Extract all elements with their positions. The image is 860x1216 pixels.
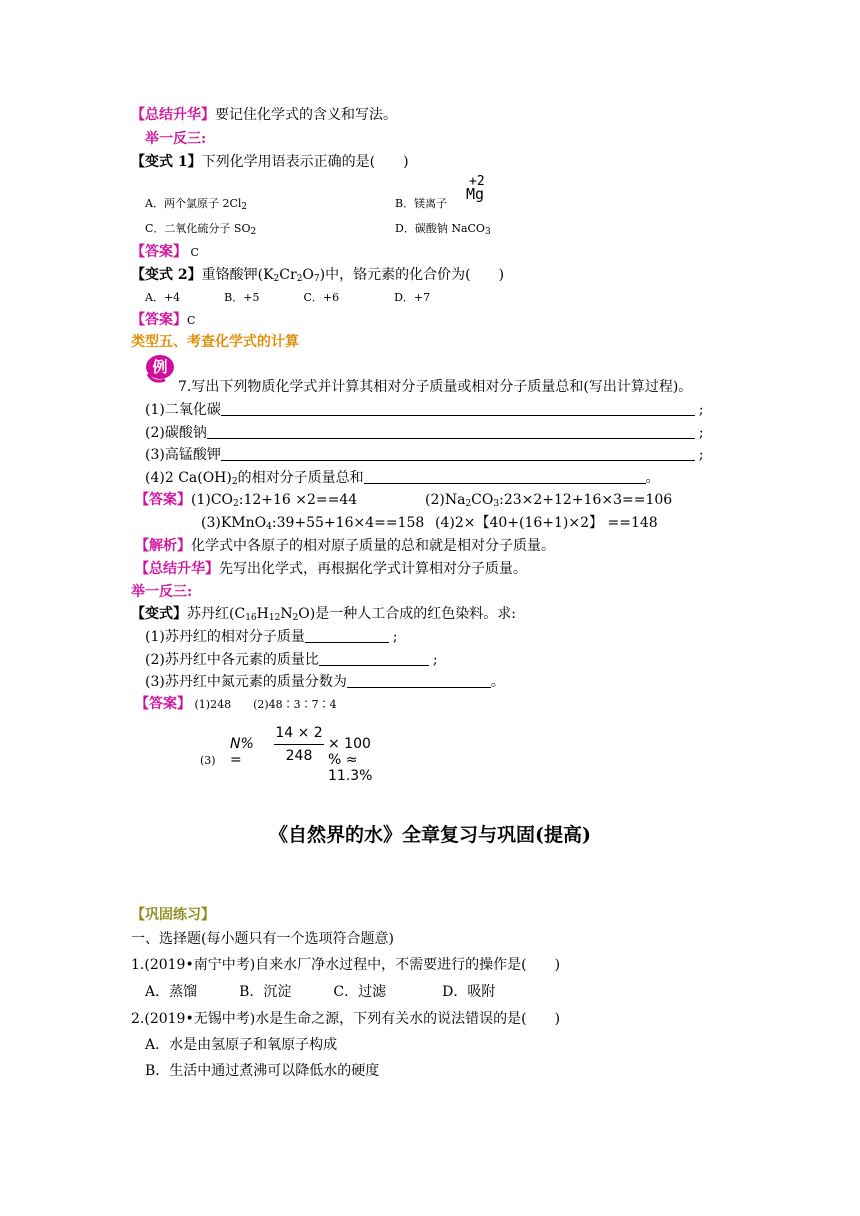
answer-blank[interactable]: [347, 673, 491, 688]
formula-fraction: [274, 724, 324, 765]
example-badge-icon: [143, 352, 177, 384]
practice-heading-2: 举一反三:: [131, 584, 193, 600]
summary-tag: 【总结升华】: [131, 107, 215, 123]
option-b: B．镁离子: [395, 197, 448, 210]
variant-question: 【变式】苏丹红$(C_{16}H_{12}N_2O)$是一种人工合成的红色染料。求:: [131, 606, 516, 623]
variant-item-3: (3)苏丹红中氮元素的质量分数为 。: [145, 674, 505, 690]
question-2-option-b: B．生活中通过煮沸可以降低水的硬度: [145, 1063, 380, 1079]
summary-text: 要记住化学式的含义和写法。: [215, 107, 397, 123]
magnesium-ion-symbol: +2 Mg: [466, 174, 485, 203]
question-2: 2.(2019•无锡中考)水是生命之源，下列有关水的说法错误的是( ): [131, 1011, 561, 1027]
chapter-title: 《自然界的水》全章复习与巩固(提高): [269, 824, 591, 846]
formula-lhs: N% =: [230, 736, 254, 768]
variant-1-question: 【变式 1】下列化学用语表示正确的是( ): [131, 154, 409, 170]
q7-item-3: (3)高锰酸钾 ;: [145, 447, 704, 463]
formula-denominator: 248: [285, 748, 313, 764]
example-badge-char: 例: [152, 358, 168, 376]
q7-item-4: (4)2 $Ca(OH)_2$的相对分子质量总和 。: [145, 470, 660, 487]
answer-blank[interactable]: [305, 628, 389, 643]
answer-7-part-4: (4)2×【40+(16+1)×2】 ==148: [435, 515, 658, 531]
option-c: C．二氧化硫分子 $SO_2$: [145, 222, 257, 237]
type-five-title: 类型五、考查化学式的计算: [131, 334, 299, 350]
question-2-option-a: A．水是由氢原子和氧原子构成: [145, 1037, 338, 1053]
part-one-heading: 一、选择题(每小题只有一个选项符合题意): [131, 931, 394, 947]
answer-blank[interactable]: [364, 469, 646, 484]
answer-7-line-1: 【答案】$(1)CO_2:12+16 \times 2==44$: [135, 492, 358, 509]
variant-1-tag: 【变式 1】: [131, 154, 202, 170]
answer-blank[interactable]: [319, 651, 429, 666]
practice-heading-1: 举一反三:: [145, 131, 207, 147]
summary-line-1: [131, 106, 397, 124]
option-d: D．碳酸钠 NaCO$_3$: [395, 222, 491, 237]
question-1-options: A．蒸馏 B．沉淀 C．过滤 D．吸附: [145, 984, 496, 1000]
formula-label: (3): [200, 754, 216, 767]
answer-7-line-2: (3)KMnO$_4$:39+55+16×4==158: [201, 515, 425, 532]
variant-answer: 【答案】 (1)248 (2)48∶3∶7∶4: [135, 696, 337, 712]
consolidation-heading: 【巩固练习】: [131, 907, 215, 923]
question-1: 1.(2019•南宁中考)自来水厂净水过程中，不需要进行的操作是( ): [131, 957, 561, 973]
variant-item-2: (2)苏丹红中各元素的质量比 ;: [145, 652, 438, 668]
answer-blank[interactable]: [221, 401, 695, 416]
q7-item-1: (1)二氧化碳 ;: [145, 402, 704, 418]
q7-item-2: (2)碳酸钠 ;: [145, 425, 704, 441]
answer-7-part-2: $(2)Na_2CO_3:23\times 2+12+16\times 3==106$: [425, 492, 673, 509]
formula-rhs: × 100 % ≈ 11.3%: [328, 736, 373, 784]
variant-item-1: (1)苏丹红的相对分子质量 ;: [145, 629, 398, 645]
option-a: A．两个氯原子 $2Cl_2$: [145, 197, 248, 212]
summary-line-2: 【总结升华】先写出化学式，再根据化学式计算相对分子质量。: [135, 561, 527, 577]
analysis-line: 【解析】化学式中各原子的相对原子质量的总和就是相对分子质量。: [135, 538, 555, 554]
variant-2-options: A．+4 B．+5 C．+6 D．+7: [145, 291, 431, 304]
answer-2: 【答案】C: [131, 312, 196, 328]
question-7: 7.写出下列物质化学式并计算其相对分子质量或相对分子质量总和(写出计算过程)。: [178, 379, 693, 395]
answer-blank[interactable]: [207, 424, 695, 439]
answer-blank[interactable]: [221, 446, 695, 461]
answer-1: 【答案】 C: [131, 244, 199, 260]
variant-2-question: 【变式 2】重铬酸钾$(K_2Cr_2O_7)$中，铬元素的化合价为( ): [131, 267, 505, 284]
formula-numerator: 14 × 2: [275, 725, 323, 741]
